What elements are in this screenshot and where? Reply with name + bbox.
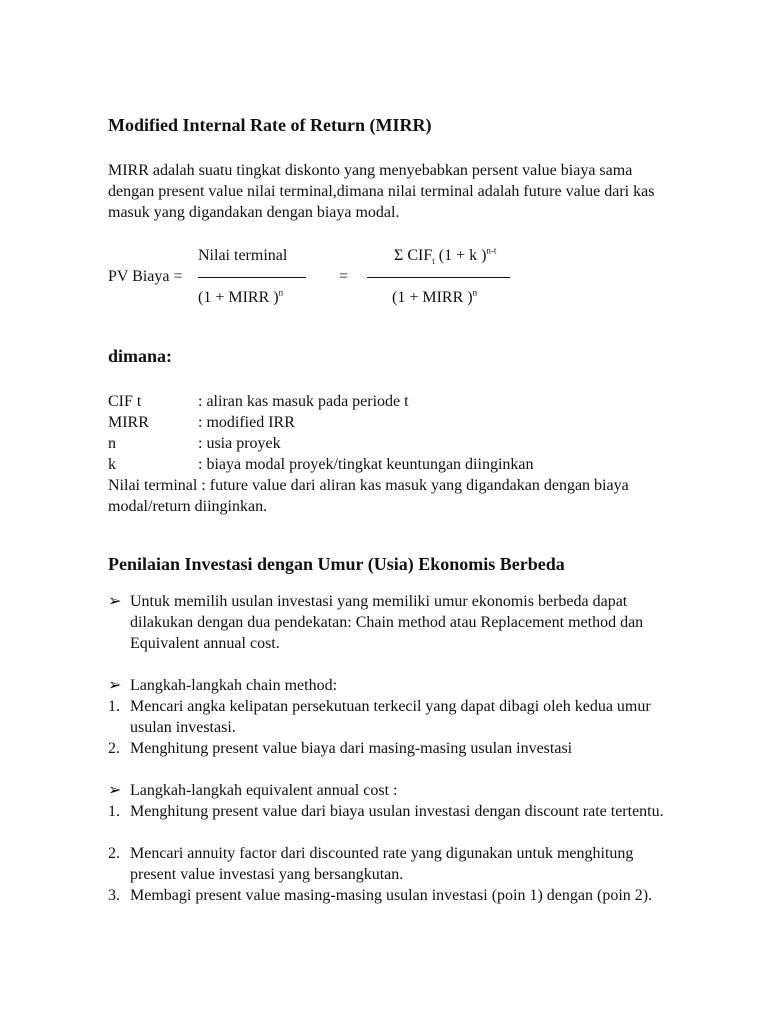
eac-step: [108, 885, 678, 906]
fraction1-numerator: Nilai terminal: [198, 247, 288, 264]
step-text: Menghitung present value dari biaya usulan investasi dengan discount rate tertentu.: [130, 803, 664, 820]
definition-description: : usia proyek: [198, 435, 281, 452]
intro-bullet: [108, 591, 678, 654]
definition-description: : biaya modal proyek/tingkat keuntungan diinginkan: [198, 456, 534, 473]
definition-term: n: [108, 435, 116, 452]
discount-factor: (1 + k ): [434, 247, 487, 264]
definition-term: CIF t: [108, 393, 142, 410]
formula-equals: =: [339, 268, 349, 285]
step-text: Mencari angka kelipatan persekutuan terkecil yang dapat dibagi oleh kedua umur usulan investasi.: [130, 698, 651, 736]
discount-factor-exponent: n-t: [486, 245, 497, 256]
step-text: Membagi present value masing-masing usulan investasi (poin 1) dengan (poin 2).: [130, 887, 653, 904]
fraction2-numerator: [394, 245, 496, 266]
fraction1-denominator-exponent: n: [278, 287, 284, 298]
formula-lhs: PV Biaya =: [108, 268, 183, 285]
step-text: Menghitung present value biaya dari masing-masing usulan investasi: [130, 740, 573, 757]
definition-description: : aliran kas masuk pada periode t: [198, 393, 409, 410]
fraction2-denominator-base: (1 + MIRR ): [392, 289, 473, 306]
definition-term: MIRR: [108, 414, 149, 431]
step-number: 2.: [108, 845, 120, 862]
eac-step: [108, 843, 678, 885]
chain-step: [108, 696, 678, 738]
step-number: 3.: [108, 887, 120, 904]
mirr-intro-paragraph: MIRR adalah suatu tingkat diskonto yang menyebabkan persent value biaya sama dengan present value nilai terminal,dimana nilai terminal adalah future value dari kas masuk yang digandakan dengan biaya modal.: [108, 162, 655, 221]
fraction1-bar: [198, 277, 306, 278]
fraction2-denominator-exponent: n: [472, 287, 478, 298]
cif-subscript: t: [432, 256, 435, 267]
chain-method-heading-text: Langkah-langkah chain method:: [130, 677, 338, 694]
eac-heading: [108, 780, 678, 801]
eac-step: [108, 801, 678, 822]
chain-step: [108, 738, 678, 759]
intro-bullet-text: Untuk memilih usulan investasi yang memiliki umur ekonomis berbeda dapat dilakukan dengan dua pendekatan: Chain method atau Replacement method dan Equivalent annual cost.: [130, 593, 644, 652]
arrow-bullet-icon: ➢: [108, 677, 122, 694]
mirr-title: Modified Internal Rate of Return (MIRR): [108, 115, 432, 135]
where-heading: dimana:: [108, 346, 173, 366]
step-number: 2.: [108, 740, 120, 757]
fraction1-denominator: [198, 287, 283, 308]
economic-life-title: Penilaian Investasi dengan Umur (Usia) Ekonomis Berbeda: [108, 554, 565, 574]
definition-term: k: [108, 456, 116, 473]
arrow-bullet-icon: ➢: [108, 782, 122, 799]
eac-heading-text: Langkah-langkah equivalent annual cost :: [130, 782, 398, 799]
arrow-bullet-icon: ➢: [108, 593, 122, 610]
fraction2-bar: [367, 277, 510, 278]
fraction1-denominator-base: (1 + MIRR ): [198, 289, 279, 306]
step-number: 1.: [108, 698, 120, 715]
sigma-cif: Σ CIF: [394, 247, 433, 264]
step-number: 1.: [108, 803, 120, 820]
fraction2-denominator: [392, 287, 477, 308]
definition-description: : modified IRR: [198, 414, 295, 431]
terminal-value-note: Nilai terminal : future value dari aliran kas masuk yang digandakan dengan biaya modal/return diinginkan.: [108, 477, 629, 515]
step-text: Mencari annuity factor dari discounted rate yang digunakan untuk menghitung present value investasi yang bersangkutan.: [130, 845, 634, 883]
chain-method-heading: [108, 675, 678, 696]
